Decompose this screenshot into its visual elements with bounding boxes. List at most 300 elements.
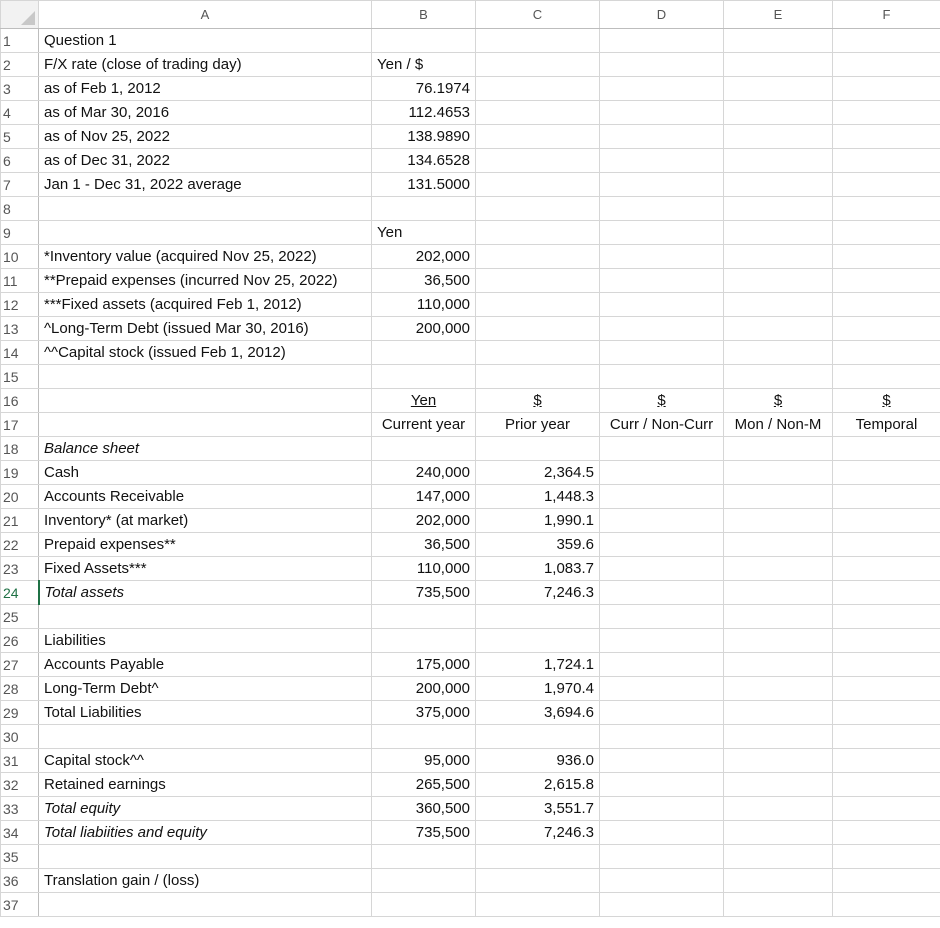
cell-a[interactable]: Accounts Receivable bbox=[39, 485, 372, 509]
cell-f[interactable] bbox=[833, 461, 940, 485]
sheet-row bbox=[1, 53, 940, 77]
cell-b[interactable]: 202,000 bbox=[372, 245, 476, 269]
cell-a[interactable]: Total Liabilities bbox=[39, 701, 372, 725]
cell-a[interactable]: ^Long-Term Debt (issued Mar 30, 2016) bbox=[39, 317, 372, 341]
cell-a[interactable]: Long-Term Debt^ bbox=[39, 677, 372, 701]
cell-d[interactable] bbox=[600, 365, 724, 389]
row-number[interactable]: 23 bbox=[1, 557, 39, 581]
row-number[interactable]: 1 bbox=[1, 29, 39, 53]
cell-e[interactable] bbox=[724, 197, 833, 221]
cell-d[interactable] bbox=[600, 557, 724, 581]
cell-a[interactable]: as of Dec 31, 2022 bbox=[39, 149, 372, 173]
cell-e[interactable] bbox=[724, 725, 833, 749]
cell-a[interactable]: *Inventory value (acquired Nov 25, 2022) bbox=[39, 245, 372, 269]
cell-b[interactable] bbox=[372, 29, 476, 53]
cell-e[interactable] bbox=[724, 605, 833, 629]
cell-b[interactable]: 36,500 bbox=[372, 533, 476, 557]
cell-d[interactable] bbox=[600, 653, 724, 677]
row-number[interactable]: 6 bbox=[1, 149, 39, 173]
cell-d[interactable]: $ bbox=[600, 389, 724, 413]
cell-c[interactable] bbox=[476, 869, 600, 893]
row-number[interactable]: 13 bbox=[1, 317, 39, 341]
row-number[interactable]: 25 bbox=[1, 605, 39, 629]
cell-d[interactable] bbox=[600, 341, 724, 365]
sheet-row bbox=[1, 125, 940, 149]
cell-d[interactable] bbox=[600, 437, 724, 461]
row-number[interactable]: 36 bbox=[1, 869, 39, 893]
cell-c[interactable]: Prior year bbox=[476, 413, 600, 437]
cell-e[interactable] bbox=[724, 485, 833, 509]
cell-e[interactable] bbox=[724, 173, 833, 197]
cell-a[interactable]: Total assets bbox=[39, 581, 372, 605]
cell-d[interactable] bbox=[600, 461, 724, 485]
cell-f[interactable] bbox=[833, 869, 940, 893]
cell-e[interactable] bbox=[724, 149, 833, 173]
cell-e[interactable] bbox=[724, 293, 833, 317]
cell-a[interactable]: Total liabiities and equity bbox=[39, 821, 372, 845]
cell-a[interactable]: Inventory* (at market) bbox=[39, 509, 372, 533]
cell-d[interactable] bbox=[600, 605, 724, 629]
row-number[interactable]: 31 bbox=[1, 749, 39, 773]
cell-a[interactable]: Accounts Payable bbox=[39, 653, 372, 677]
cell-b[interactable]: 147,000 bbox=[372, 485, 476, 509]
cell-a[interactable] bbox=[39, 893, 372, 917]
sheet-row bbox=[1, 533, 940, 557]
cell-f[interactable] bbox=[833, 77, 940, 101]
column-header-c[interactable]: C bbox=[476, 1, 600, 29]
sheet-row bbox=[1, 653, 940, 677]
column-header-row bbox=[1, 1, 940, 29]
cell-a[interactable]: as of Mar 30, 2016 bbox=[39, 101, 372, 125]
cell-c[interactable] bbox=[476, 245, 600, 269]
cell-f[interactable] bbox=[833, 749, 940, 773]
cell-c[interactable] bbox=[476, 437, 600, 461]
cell-b[interactable]: 76.1974 bbox=[372, 77, 476, 101]
cell-e[interactable] bbox=[724, 29, 833, 53]
cell-e[interactable] bbox=[724, 341, 833, 365]
cell-e[interactable] bbox=[724, 437, 833, 461]
cell-d[interactable] bbox=[600, 581, 724, 605]
row-number[interactable]: 2 bbox=[1, 53, 39, 77]
cell-e[interactable] bbox=[724, 221, 833, 245]
cell-a[interactable] bbox=[39, 197, 372, 221]
cell-c[interactable]: 7,246.3 bbox=[476, 821, 600, 845]
cell-e[interactable] bbox=[724, 677, 833, 701]
cell-f[interactable] bbox=[833, 269, 940, 293]
sheet-row bbox=[1, 893, 940, 917]
cell-e[interactable] bbox=[724, 53, 833, 77]
cell-e[interactable] bbox=[724, 797, 833, 821]
row-number[interactable]: 7 bbox=[1, 173, 39, 197]
sheet-row bbox=[1, 437, 940, 461]
cell-d[interactable] bbox=[600, 629, 724, 653]
sheet-row bbox=[1, 77, 940, 101]
cell-e[interactable] bbox=[724, 101, 833, 125]
cell-b[interactable]: 240,000 bbox=[372, 461, 476, 485]
cell-f[interactable] bbox=[833, 629, 940, 653]
sheet-row bbox=[1, 821, 940, 845]
cell-a[interactable]: as of Feb 1, 2012 bbox=[39, 77, 372, 101]
cell-d[interactable] bbox=[600, 173, 724, 197]
cell-b[interactable]: 138.9890 bbox=[372, 125, 476, 149]
cell-a[interactable] bbox=[39, 725, 372, 749]
cell-d[interactable] bbox=[600, 77, 724, 101]
cell-c[interactable] bbox=[476, 365, 600, 389]
cell-e[interactable] bbox=[724, 557, 833, 581]
cell-f[interactable] bbox=[833, 125, 940, 149]
cell-f[interactable] bbox=[833, 173, 940, 197]
row-number[interactable]: 3 bbox=[1, 77, 39, 101]
cell-b[interactable] bbox=[372, 365, 476, 389]
cell-c[interactable] bbox=[476, 221, 600, 245]
cell-a[interactable]: Fixed Assets*** bbox=[39, 557, 372, 581]
sheet-row bbox=[1, 269, 940, 293]
row-number[interactable]: 12 bbox=[1, 293, 39, 317]
cell-c[interactable]: 7,246.3 bbox=[476, 581, 600, 605]
cell-f[interactable] bbox=[833, 557, 940, 581]
sheet-row bbox=[1, 509, 940, 533]
cell-b[interactable]: 735,500 bbox=[372, 581, 476, 605]
cell-f[interactable] bbox=[833, 221, 940, 245]
cell-b[interactable]: 265,500 bbox=[372, 773, 476, 797]
cell-a[interactable] bbox=[39, 365, 372, 389]
cell-e[interactable] bbox=[724, 869, 833, 893]
cell-b[interactable]: 202,000 bbox=[372, 509, 476, 533]
row-number[interactable]: 18 bbox=[1, 437, 39, 461]
cell-a[interactable]: Question 1 bbox=[39, 29, 372, 53]
cell-f[interactable] bbox=[833, 317, 940, 341]
cell-a[interactable]: Total equity bbox=[39, 797, 372, 821]
row-number[interactable]: 24 bbox=[1, 581, 39, 605]
sheet-row bbox=[1, 149, 940, 173]
cell-d[interactable] bbox=[600, 869, 724, 893]
row-number[interactable]: 37 bbox=[1, 893, 39, 917]
sheet-row bbox=[1, 845, 940, 869]
cell-f[interactable] bbox=[833, 677, 940, 701]
column-header-d[interactable]: D bbox=[600, 1, 724, 29]
cell-f[interactable] bbox=[833, 773, 940, 797]
cell-e[interactable] bbox=[724, 581, 833, 605]
cell-b[interactable]: 375,000 bbox=[372, 701, 476, 725]
cell-a[interactable] bbox=[39, 605, 372, 629]
cell-f[interactable] bbox=[833, 701, 940, 725]
cell-e[interactable] bbox=[724, 509, 833, 533]
sheet-row bbox=[1, 725, 940, 749]
cell-b[interactable]: 735,500 bbox=[372, 821, 476, 845]
cell-c[interactable]: 2,364.5 bbox=[476, 461, 600, 485]
cell-d[interactable] bbox=[600, 293, 724, 317]
cell-d[interactable] bbox=[600, 149, 724, 173]
cell-a[interactable]: Capital stock^^ bbox=[39, 749, 372, 773]
cell-c[interactable] bbox=[476, 725, 600, 749]
cell-b[interactable]: Yen bbox=[372, 221, 476, 245]
cell-d[interactable] bbox=[600, 845, 724, 869]
cell-c[interactable] bbox=[476, 149, 600, 173]
cell-a[interactable] bbox=[39, 221, 372, 245]
cell-d[interactable] bbox=[600, 701, 724, 725]
cell-d[interactable] bbox=[600, 245, 724, 269]
column-header-b[interactable]: B bbox=[372, 1, 476, 29]
row-number[interactable]: 20 bbox=[1, 485, 39, 509]
cell-a[interactable]: Translation gain / (loss) bbox=[39, 869, 372, 893]
cell-d[interactable] bbox=[600, 221, 724, 245]
cell-b[interactable]: 131.5000 bbox=[372, 173, 476, 197]
cell-e[interactable] bbox=[724, 461, 833, 485]
cell-a[interactable]: Prepaid expenses** bbox=[39, 533, 372, 557]
cell-d[interactable] bbox=[600, 29, 724, 53]
cell-f[interactable] bbox=[833, 653, 940, 677]
cell-f[interactable] bbox=[833, 53, 940, 77]
cell-a[interactable] bbox=[39, 413, 372, 437]
cell-c[interactable] bbox=[476, 845, 600, 869]
sheet-row bbox=[1, 173, 940, 197]
cell-b[interactable]: 110,000 bbox=[372, 557, 476, 581]
row-number[interactable]: 9 bbox=[1, 221, 39, 245]
column-header-f[interactable]: F bbox=[833, 1, 940, 29]
cell-b[interactable]: 200,000 bbox=[372, 677, 476, 701]
cell-f[interactable] bbox=[833, 509, 940, 533]
cell-e[interactable]: Mon / Non-M bbox=[724, 413, 833, 437]
cell-c[interactable] bbox=[476, 629, 600, 653]
cell-d[interactable] bbox=[600, 317, 724, 341]
cell-c[interactable] bbox=[476, 173, 600, 197]
cell-b[interactable] bbox=[372, 845, 476, 869]
cell-b[interactable] bbox=[372, 605, 476, 629]
cell-e[interactable] bbox=[724, 269, 833, 293]
cell-c[interactable] bbox=[476, 893, 600, 917]
cell-d[interactable]: Curr / Non-Curr bbox=[600, 413, 724, 437]
row-number[interactable]: 8 bbox=[1, 197, 39, 221]
cell-d[interactable] bbox=[600, 509, 724, 533]
cell-a[interactable]: ^^Capital stock (issued Feb 1, 2012) bbox=[39, 341, 372, 365]
row-number[interactable]: 5 bbox=[1, 125, 39, 149]
row-number[interactable]: 29 bbox=[1, 701, 39, 725]
cell-b[interactable] bbox=[372, 341, 476, 365]
cell-c[interactable] bbox=[476, 77, 600, 101]
cell-b[interactable]: 112.4653 bbox=[372, 101, 476, 125]
cell-e[interactable] bbox=[724, 773, 833, 797]
cell-d[interactable] bbox=[600, 533, 724, 557]
row-number[interactable]: 15 bbox=[1, 365, 39, 389]
cell-a[interactable]: Cash bbox=[39, 461, 372, 485]
cell-d[interactable] bbox=[600, 797, 724, 821]
cell-c[interactable]: 3,694.6 bbox=[476, 701, 600, 725]
cell-c[interactable]: 3,551.7 bbox=[476, 797, 600, 821]
row-number[interactable]: 34 bbox=[1, 821, 39, 845]
row-number[interactable]: 33 bbox=[1, 797, 39, 821]
cell-d[interactable] bbox=[600, 269, 724, 293]
cell-b[interactable]: 360,500 bbox=[372, 797, 476, 821]
cell-c[interactable]: 359.6 bbox=[476, 533, 600, 557]
cell-a[interactable]: as of Nov 25, 2022 bbox=[39, 125, 372, 149]
cell-c[interactable]: $ bbox=[476, 389, 600, 413]
sheet-row bbox=[1, 413, 940, 437]
cell-c[interactable] bbox=[476, 605, 600, 629]
cell-e[interactable] bbox=[724, 629, 833, 653]
cell-f[interactable] bbox=[833, 293, 940, 317]
cell-c[interactable]: 1,724.1 bbox=[476, 653, 600, 677]
cell-c[interactable]: 1,448.3 bbox=[476, 485, 600, 509]
cell-e[interactable] bbox=[724, 845, 833, 869]
sheet-row bbox=[1, 365, 940, 389]
cell-b[interactable] bbox=[372, 437, 476, 461]
sheet-row bbox=[1, 701, 940, 725]
cell-d[interactable] bbox=[600, 485, 724, 509]
cell-d[interactable] bbox=[600, 725, 724, 749]
cell-d[interactable] bbox=[600, 53, 724, 77]
cell-b[interactable] bbox=[372, 197, 476, 221]
cell-d[interactable] bbox=[600, 893, 724, 917]
cell-f[interactable]: $ bbox=[833, 389, 940, 413]
cell-e[interactable] bbox=[724, 893, 833, 917]
cell-f[interactable] bbox=[833, 245, 940, 269]
cell-f[interactable] bbox=[833, 101, 940, 125]
sheet-row bbox=[1, 197, 940, 221]
cell-a[interactable]: **Prepaid expenses (incurred Nov 25, 2022) bbox=[39, 269, 372, 293]
cell-c[interactable] bbox=[476, 53, 600, 77]
sheet-row bbox=[1, 629, 940, 653]
cell-e[interactable]: $ bbox=[724, 389, 833, 413]
sheet-row bbox=[1, 341, 940, 365]
cell-d[interactable] bbox=[600, 125, 724, 149]
sheet-row bbox=[1, 29, 940, 53]
cell-a[interactable]: Retained earnings bbox=[39, 773, 372, 797]
cell-b[interactable]: 95,000 bbox=[372, 749, 476, 773]
cell-c[interactable]: 1,970.4 bbox=[476, 677, 600, 701]
row-number[interactable]: 11 bbox=[1, 269, 39, 293]
row-number[interactable]: 10 bbox=[1, 245, 39, 269]
cell-e[interactable] bbox=[724, 749, 833, 773]
cell-b[interactable]: 175,000 bbox=[372, 653, 476, 677]
cell-f[interactable] bbox=[833, 797, 940, 821]
cell-b[interactable]: 36,500 bbox=[372, 269, 476, 293]
cell-a[interactable]: Balance sheet bbox=[39, 437, 372, 461]
cell-e[interactable] bbox=[724, 125, 833, 149]
cell-f[interactable] bbox=[833, 29, 940, 53]
cell-e[interactable] bbox=[724, 317, 833, 341]
cell-f[interactable] bbox=[833, 341, 940, 365]
cell-c[interactable] bbox=[476, 341, 600, 365]
cell-e[interactable] bbox=[724, 821, 833, 845]
sheet-row bbox=[1, 557, 940, 581]
cell-e[interactable] bbox=[724, 245, 833, 269]
cell-f[interactable] bbox=[833, 605, 940, 629]
cell-f[interactable] bbox=[833, 725, 940, 749]
sheet-row bbox=[1, 749, 940, 773]
select-all-triangle-icon bbox=[21, 11, 35, 25]
sheet-row bbox=[1, 317, 940, 341]
cell-f[interactable] bbox=[833, 485, 940, 509]
cell-b[interactable] bbox=[372, 725, 476, 749]
column-header-a[interactable]: A bbox=[39, 1, 372, 29]
sheet-row bbox=[1, 293, 940, 317]
sheet-row bbox=[1, 101, 940, 125]
cell-d[interactable] bbox=[600, 677, 724, 701]
row-number[interactable]: 4 bbox=[1, 101, 39, 125]
row-number[interactable]: 30 bbox=[1, 725, 39, 749]
cell-f[interactable] bbox=[833, 149, 940, 173]
column-header-e[interactable]: E bbox=[724, 1, 833, 29]
sheet-row bbox=[1, 677, 940, 701]
row-number[interactable]: 35 bbox=[1, 845, 39, 869]
cell-c[interactable]: 2,615.8 bbox=[476, 773, 600, 797]
cell-b[interactable]: Yen / $ bbox=[372, 53, 476, 77]
cell-c[interactable] bbox=[476, 125, 600, 149]
cell-f[interactable] bbox=[833, 893, 940, 917]
cell-c[interactable] bbox=[476, 101, 600, 125]
cell-a[interactable] bbox=[39, 845, 372, 869]
cell-f[interactable] bbox=[833, 821, 940, 845]
cell-c[interactable]: 1,990.1 bbox=[476, 509, 600, 533]
cell-c[interactable] bbox=[476, 269, 600, 293]
cell-a[interactable]: Liabilities bbox=[39, 629, 372, 653]
cell-c[interactable] bbox=[476, 197, 600, 221]
row-number[interactable]: 28 bbox=[1, 677, 39, 701]
row-number[interactable]: 32 bbox=[1, 773, 39, 797]
cell-b[interactable] bbox=[372, 629, 476, 653]
cell-e[interactable] bbox=[724, 701, 833, 725]
sheet-row bbox=[1, 389, 940, 413]
cell-c[interactable] bbox=[476, 317, 600, 341]
row-number[interactable]: 21 bbox=[1, 509, 39, 533]
cell-b[interactable] bbox=[372, 893, 476, 917]
cell-d[interactable] bbox=[600, 197, 724, 221]
cell-b[interactable]: 134.6528 bbox=[372, 149, 476, 173]
cell-f[interactable]: Temporal bbox=[833, 413, 940, 437]
sheet-row bbox=[1, 869, 940, 893]
cell-e[interactable] bbox=[724, 77, 833, 101]
row-number[interactable]: 22 bbox=[1, 533, 39, 557]
cell-e[interactable] bbox=[724, 365, 833, 389]
cell-f[interactable] bbox=[833, 437, 940, 461]
row-number[interactable]: 26 bbox=[1, 629, 39, 653]
cell-a[interactable] bbox=[39, 389, 372, 413]
row-number[interactable]: 19 bbox=[1, 461, 39, 485]
sheet-row bbox=[1, 221, 940, 245]
cell-a[interactable]: F/X rate (close of trading day) bbox=[39, 53, 372, 77]
sheet-row bbox=[1, 461, 940, 485]
cell-f[interactable] bbox=[833, 197, 940, 221]
sheet-row bbox=[1, 245, 940, 269]
cell-d[interactable] bbox=[600, 773, 724, 797]
cell-c[interactable] bbox=[476, 293, 600, 317]
row-number[interactable]: 17 bbox=[1, 413, 39, 437]
select-all-corner[interactable] bbox=[1, 1, 39, 29]
cell-f[interactable] bbox=[833, 581, 940, 605]
row-number[interactable]: 14 bbox=[1, 341, 39, 365]
cell-e[interactable] bbox=[724, 533, 833, 557]
row-number[interactable]: 27 bbox=[1, 653, 39, 677]
cell-f[interactable] bbox=[833, 365, 940, 389]
cell-c[interactable]: 1,083.7 bbox=[476, 557, 600, 581]
cell-b[interactable]: Yen bbox=[372, 389, 476, 413]
cell-c[interactable] bbox=[476, 29, 600, 53]
cell-c[interactable]: 936.0 bbox=[476, 749, 600, 773]
cell-a[interactable]: ***Fixed assets (acquired Feb 1, 2012) bbox=[39, 293, 372, 317]
cell-b[interactable] bbox=[372, 869, 476, 893]
row-number[interactable]: 16 bbox=[1, 389, 39, 413]
cell-a[interactable]: Jan 1 - Dec 31, 2022 average bbox=[39, 173, 372, 197]
cell-e[interactable] bbox=[724, 653, 833, 677]
cell-d[interactable] bbox=[600, 749, 724, 773]
cell-d[interactable] bbox=[600, 101, 724, 125]
cell-b[interactable]: 110,000 bbox=[372, 293, 476, 317]
cell-b[interactable]: 200,000 bbox=[372, 317, 476, 341]
cell-f[interactable] bbox=[833, 845, 940, 869]
cell-d[interactable] bbox=[600, 821, 724, 845]
cell-b[interactable]: Current year bbox=[372, 413, 476, 437]
cell-f[interactable] bbox=[833, 533, 940, 557]
